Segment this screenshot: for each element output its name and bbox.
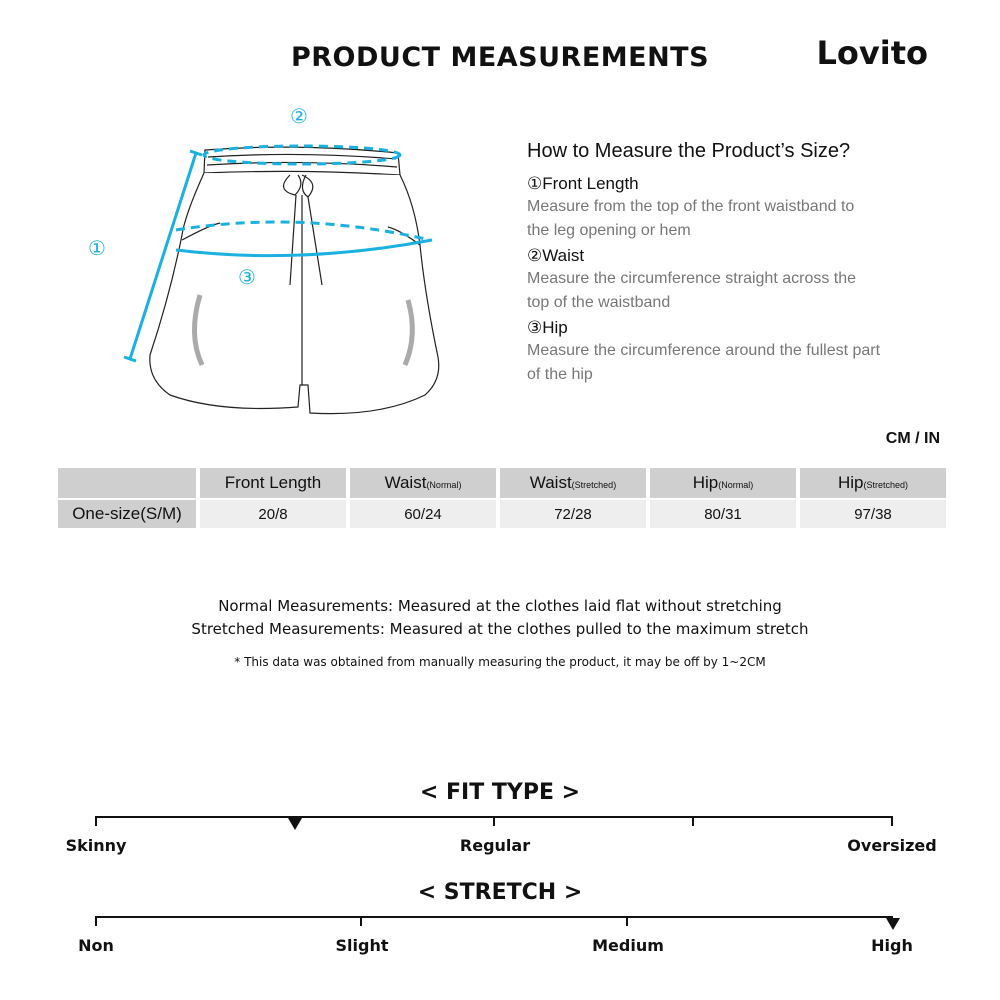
- stretch-line: [96, 916, 893, 918]
- header-waist-normal: Waist(Normal): [350, 468, 496, 498]
- table-row: [58, 500, 946, 528]
- stretch-title: < STRETCH >: [417, 880, 583, 905]
- header-waist-stretched: Waist(Stretched): [500, 468, 646, 498]
- front-length-desc: Measure from the top of the front waistband to the leg opening or hem: [527, 198, 855, 239]
- size-table: [54, 466, 950, 530]
- stretch-tick: [360, 916, 362, 926]
- front-length-title: ①Front Length: [527, 174, 639, 193]
- measurement-notes: [0, 595, 1000, 669]
- how-to-heading: How to Measure the Product’s Size?: [527, 140, 851, 162]
- marker-2: ②: [290, 104, 308, 128]
- fit-tick: [493, 816, 495, 826]
- page-title: PRODUCT MEASUREMENTS: [290, 42, 710, 73]
- waist-title: ②Waist: [527, 246, 585, 265]
- table-header-row: [58, 468, 946, 498]
- cell-hip-stretched: 97/38: [800, 500, 946, 528]
- marker-3: ③: [238, 265, 256, 289]
- stretch-label-medium: Medium: [592, 936, 664, 955]
- table-corner: [58, 468, 196, 498]
- header-hip-stretched: Hip(Stretched): [800, 468, 946, 498]
- fit-type-title: < FIT TYPE >: [419, 780, 581, 805]
- stretch-tick: [626, 916, 628, 926]
- normal-note: Normal Measurements: Measured at the clothes laid flat without stretching: [218, 597, 782, 615]
- header-hip-normal: Hip(Normal): [650, 468, 796, 498]
- cell-front-length: 20/8: [200, 500, 346, 528]
- fit-tick: [95, 816, 97, 826]
- units-label: CM / IN: [885, 430, 940, 447]
- how-to-measure: [527, 140, 947, 389]
- brand-logo: Lovito: [816, 34, 928, 72]
- stretch-marker: [886, 918, 900, 930]
- cell-waist-normal: 60/24: [350, 500, 496, 528]
- fit-label-skinny: Skinny: [65, 836, 127, 855]
- stretch-label-non: Non: [78, 936, 114, 955]
- cell-waist-stretched: 72/28: [500, 500, 646, 528]
- row-size: One-size(S/M): [58, 500, 196, 528]
- cell-hip-normal: 80/31: [650, 500, 796, 528]
- fit-tick: [692, 816, 694, 826]
- fit-type-marker: [288, 818, 302, 830]
- stretch-tick: [95, 916, 97, 926]
- marker-1: ①: [88, 236, 106, 260]
- hip-desc: Measure the circumference around the fullest part of the hip: [527, 342, 881, 383]
- header-front-length: Front Length: [200, 468, 346, 498]
- fit-label-oversized: Oversized: [847, 836, 937, 855]
- disclaimer: * This data was obtained from manually measuring the product, it may be off by 1~2CM: [234, 655, 766, 669]
- stretch-label-slight: Slight: [335, 936, 389, 955]
- fit-label-regular: Regular: [459, 836, 531, 855]
- stretch-label-high: High: [871, 936, 913, 955]
- fit-tick: [891, 816, 893, 826]
- shorts-illustration: [70, 95, 470, 425]
- waist-desc: Measure the circumference straight across the top of the waistband: [527, 270, 857, 311]
- stretched-note: Stretched Measurements: Measured at the clothes pulled to the maximum stretch: [191, 620, 809, 638]
- hip-title: ③Hip: [527, 318, 568, 337]
